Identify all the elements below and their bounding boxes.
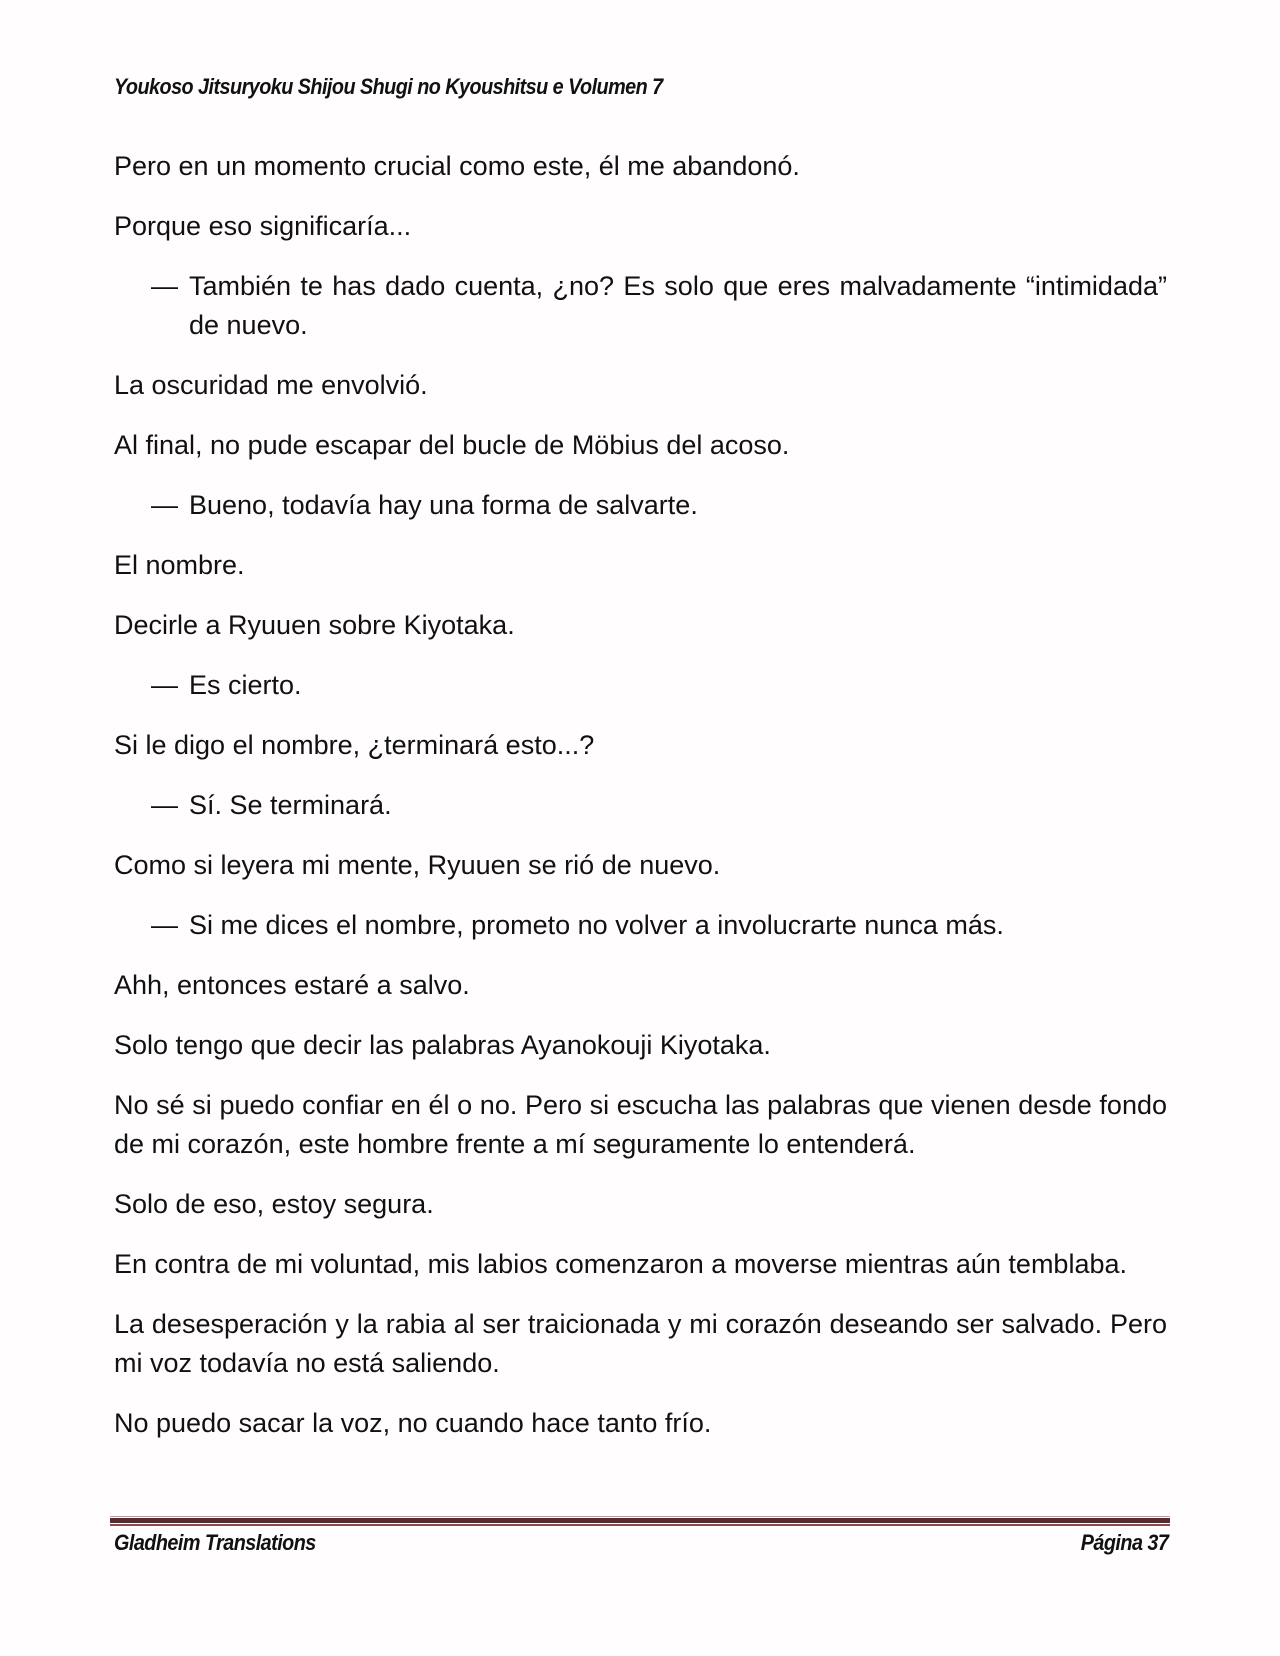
paragraph: No puedo sacar la voz, no cuando hace tanto frío. [114,1408,712,1438]
paragraph: Al final, no pude escapar del bucle de Möbius del acoso. [114,430,790,460]
dialogue-line [151,267,1167,345]
dialogue-text: Si me dices el nombre, prometo no volver a involucrarte nunca más. [189,910,1004,940]
paragraph: Solo tengo que decir las palabras Ayanokouji Kiyotaka. [114,1030,771,1060]
page-body [114,147,1167,1464]
dialogue-dash: — [151,910,178,940]
paragraph: Solo de eso, estoy segura. [114,1189,434,1219]
dialogue-dash: — [151,670,178,700]
footer-page-number: Página 37 [1080,1530,1168,1555]
dialogue-dash: — [151,271,178,301]
dialogue-line [151,906,1167,945]
paragraph: Si le digo el nombre, ¿terminará esto...? [114,730,595,760]
paragraph: Ahh, entonces estaré a salvo. [114,970,470,1000]
paragraph: Porque eso significaría... [114,211,412,241]
paragraph: Decirle a Ryuuen sobre Kiyotaka. [114,610,515,640]
paragraph: No sé si puedo confiar en él o no. Pero si escucha las palabras que vienen desde fondo de mi corazón, este hombre frente a mí seguramente lo entenderá. [114,1090,1167,1159]
running-header: Youkoso Jitsuryoku Shijou Shugi no Kyoushitsu e Volumen 7 [114,74,663,99]
dialogue-line [151,786,1167,825]
dialogue-text: Sí. Se terminará. [189,790,392,820]
dialogue-line [151,666,1167,705]
dialogue-line [151,486,1167,525]
paragraph: Pero en un momento crucial como este, él me abandonó. [114,151,800,181]
paragraph: En contra de mi voluntad, mis labios comenzaron a moverse mientras aún temblaba. [114,1249,1128,1279]
dialogue-text: También te has dado cuenta, ¿no? Es solo que eres malvadamente “intimidada” de nuevo. [189,271,1167,340]
paragraph: Como si leyera mi mente, Ryuuen se rió de nuevo. [114,850,721,880]
dialogue-dash: — [151,790,178,820]
dialogue-text: Bueno, todavía hay una forma de salvarte. [189,490,698,520]
footer-rule [110,1516,1170,1526]
paragraph: La desesperación y la rabia al ser traicionada y mi corazón deseando ser salvado. Pero mi voz todavía no está saliendo. [114,1309,1167,1378]
dialogue-text: Es cierto. [189,670,302,700]
footer-translator: Gladheim Translations [114,1530,316,1555]
paragraph: La oscuridad me envolvió. [114,370,428,400]
dialogue-dash: — [151,490,178,520]
paragraph: El nombre. [114,550,245,580]
